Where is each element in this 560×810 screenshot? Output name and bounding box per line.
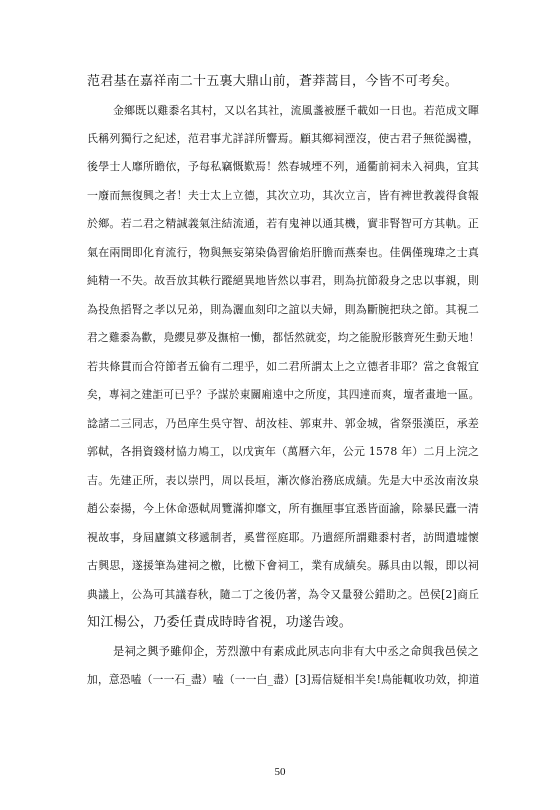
paragraph-first-line: 是祠之興予雖仰企，芳烈激中有素成此夙志向非有大中丞之命與我邑侯之 bbox=[113, 645, 480, 658]
text-line: 純精一不失。故吾放其軼行蹤絕異地皆然以事君，則為抗節殺身之忠以事親，則 bbox=[87, 274, 480, 287]
text-line: 吉。先建正所，表以崇門，周以長垣，漸次修治務底成績。先是大中丞汝南汝泉 bbox=[87, 474, 480, 487]
text-line: 視故事，身屆廬鎮文移遞制者，奚嘗徑庭耶。乃遣經所謂雞黍村者，訪問遺墟懷 bbox=[87, 531, 480, 544]
text-line: 矣，專祠之建詎可已乎？予謀於東關廂遠中之所度，其四達而爽，壇者畫地一區。 bbox=[87, 388, 480, 401]
text-line: 為投魚搯腎之孝以兄弟，則為灑血刻印之誼以夫婦，則為斷腕把玦之節。其視二 bbox=[87, 303, 480, 316]
text-line: 范君基在嘉祥南二十五裏大鼎山前，蒼莽蒿目，今皆不可考矣。 bbox=[87, 74, 459, 89]
text-line: 諗諸二三同志，乃邑庠生吳守智、胡汝桂、郭東井、郭金城，省祭張漢臣，承差 bbox=[87, 417, 480, 430]
paragraph-first-line: 金鄉既以雞黍名其村，又以名其社，流風盞被歷千載如一日也。若范成文暉 bbox=[113, 104, 480, 117]
text-line: 典議上，公為可其議春秋，隨二丁之後仍著，為令又量發公錯助之。邑侯[2]商丘 bbox=[87, 588, 480, 601]
text-line: 古興思，遂援筆為建祠之檄，比檄下會祠工，業有成績矣。縣具由以報，即以祠 bbox=[87, 559, 480, 572]
text-line: 若共條貫而合符節者五倫有二理乎，如二君所謂太上之立德者非耶？當之食報宜 bbox=[87, 360, 480, 373]
text-line: 氏稱列獨行之紀述，范君事尤詳詳所響焉。顧其鄉祠湮沒，使古君子無從謁禮， bbox=[87, 132, 480, 145]
text-line: 加，意恐嗑（一一石_盡）嗑（一一白_盡）[3]焉信疑相半矣!鳥能輒收功效，抑道 bbox=[87, 673, 480, 686]
text-line: 趙公泰揚，今上休命憑軾周覽滿抑靡文，所有撫厘事宜悉皆面諭，除暴民蠹一清 bbox=[87, 502, 480, 515]
page-number: 50 bbox=[274, 766, 286, 778]
text-line: 一廢而無復興之者！夫士太上立德，其次立功，其次立言，皆有裨世教義得食報 bbox=[87, 189, 480, 202]
text-line: 後學士人靡所瞻依，予每私竊慨歎焉！然春城堙不列，通衢前祠未入祠典，宜其 bbox=[87, 160, 480, 173]
text-line: 氣在兩間即化育流行，物與無妄第染偽習偷焰肝膽而燕秦也。佳偶僅瑰瑋之士真 bbox=[87, 246, 480, 259]
text-line: 知江楊公，乃委任責成時時省視，功遂告竣。 bbox=[87, 615, 353, 630]
text-line: 於鄉。若二君之精誠義氣注結流通，若有鬼神以通其機，實非腎智可方其軌。正 bbox=[87, 217, 480, 230]
text-line: 君之雞黍為歡，鳧纓見夢及撫棺一慟，都恬然就変，均之能脫形骸齊死生動天地！ bbox=[87, 331, 480, 344]
text-line: 郭軾，各捐資錢材協力鳩工，以戊寅年（萬曆六年，公元 1578 年）二月上浣之 bbox=[87, 445, 480, 458]
